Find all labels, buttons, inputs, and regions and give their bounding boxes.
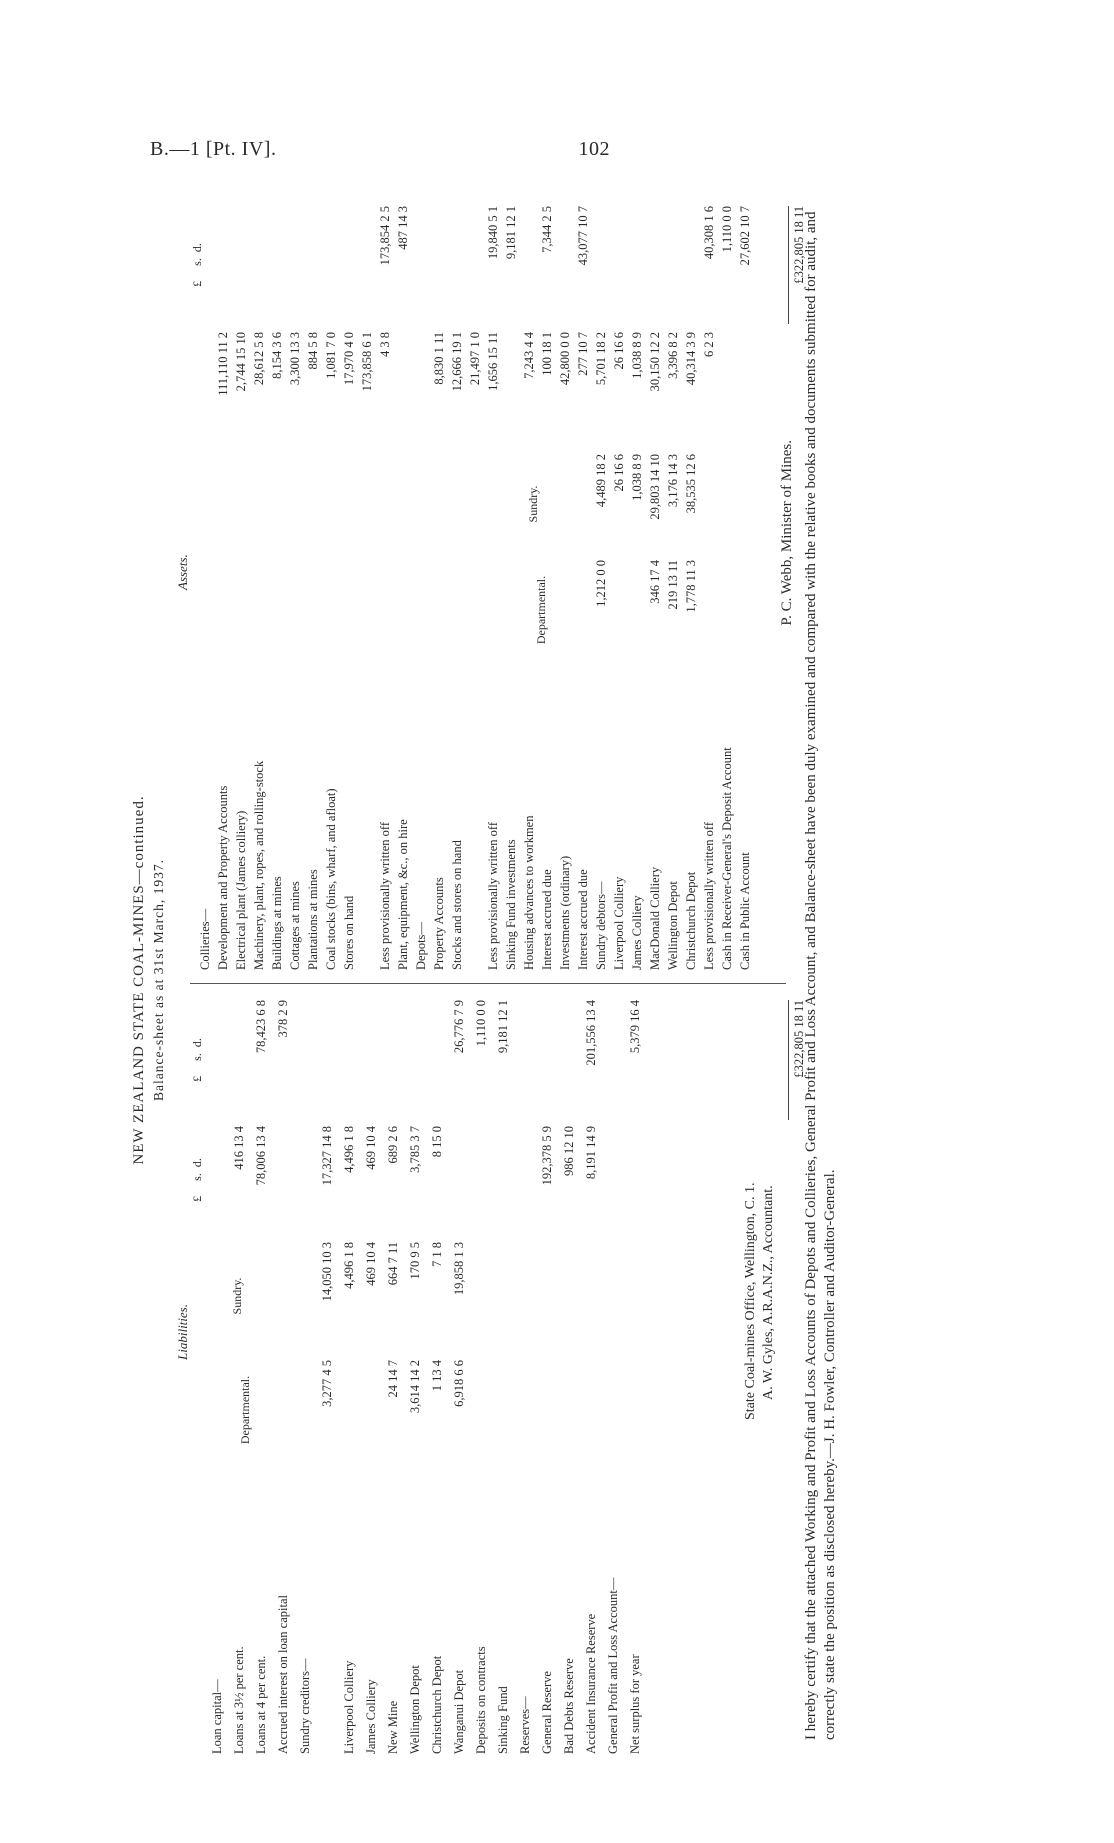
liability-amount-a1: 3,785 3 7	[408, 1126, 422, 1173]
asset-label: Development and Property Accounts	[216, 785, 230, 970]
asset-amount-a2: 43,077 10 7	[576, 206, 590, 266]
total-rule	[788, 206, 789, 324]
liability-amount-a1: 469 10 4	[364, 1126, 378, 1170]
asset-amount-dep: 1,212 0 0	[594, 560, 608, 607]
office-line: State Coal-mines Office, Wellington, C. 1.	[743, 1182, 758, 1420]
asset-label: Cottages at mines	[288, 881, 302, 970]
liability-amount-a2: 378 2 9	[276, 1000, 290, 1038]
asset-amount-a2: 487 14 3	[396, 206, 410, 250]
asset-amount-a2: 1,110 0 0	[720, 206, 734, 253]
liability-label: Wellington Depot	[408, 1665, 422, 1754]
liability-label: Wanganui Depot	[452, 1669, 466, 1754]
asset-label: Buildings at mines	[270, 876, 284, 970]
sundry-label: Sundry.	[230, 1277, 244, 1315]
liability-amount-sun: 469 10 4	[364, 1242, 378, 1286]
asset-amount-a1: 111,110 11 2	[216, 332, 230, 396]
asset-amount-a1: 2,744 15 10	[234, 332, 248, 392]
asset-row	[396, 200, 410, 1760]
asset-amount-a2: 9,181 12 1	[504, 206, 518, 260]
asset-amount-a1: 17,970 4 0	[342, 332, 356, 386]
pounds-label: £	[190, 280, 204, 287]
asset-amount-a1: 4 3 8	[378, 332, 392, 357]
liability-amount-a1: 4,496 1 8	[342, 1126, 356, 1173]
asset-row	[378, 200, 392, 1760]
asset-row	[414, 200, 428, 1760]
departmental-label-assets: Departmental.	[534, 575, 548, 645]
asset-row	[360, 200, 374, 1760]
asset-amount-a1: 1,038 8 9	[630, 332, 644, 379]
liability-amount-dep: 6,918 6 6	[452, 1360, 466, 1407]
liability-label: Accident Insurance Reserve	[584, 1613, 598, 1754]
asset-amount-a1: 28,612 5 8	[252, 332, 266, 386]
asset-amount-a1: 26 16 6	[612, 332, 626, 370]
asset-row	[702, 200, 716, 1760]
liability-label: Liverpool Colliery	[342, 1660, 356, 1754]
liability-label: General Profit and Loss Account—	[606, 1577, 620, 1754]
liability-label: Loans at 4 per cent.	[254, 1655, 268, 1754]
asset-amount-a1: 5,701 18 2	[594, 332, 608, 386]
asset-row	[198, 200, 212, 1760]
asset-row	[666, 200, 680, 1760]
asset-label: Property Accounts	[432, 877, 446, 970]
asset-amount-a1: 40,314 3 9	[684, 332, 698, 386]
asset-amount-a1: 42,800 0 0	[558, 332, 572, 386]
pence-label: d.	[190, 1038, 204, 1048]
liability-amount-sun: 664 7 11	[386, 1242, 400, 1286]
asset-amount-sun: 4,489 18 2	[594, 454, 608, 508]
departmental-label: Departmental.	[238, 1375, 252, 1445]
asset-label: Housing advances to workmen	[522, 815, 536, 970]
liability-amount-sun: 19,858 1 3	[452, 1242, 466, 1296]
liability-amount-a1: 192,378 5 9	[540, 1126, 554, 1186]
asset-amount-a1: 1,081 7 0	[324, 332, 338, 379]
liability-amount-a1: 8,191 14 9	[584, 1126, 598, 1180]
liability-amount-sun: 170 9 5	[408, 1242, 422, 1280]
document-subtitle: Balance-sheet as at 31st March, 1937.	[151, 858, 166, 1102]
asset-amount-sun: 38,535 12 6	[684, 454, 698, 514]
asset-label: Machinery, plant, ropes, and rolling-stock	[252, 760, 266, 970]
liability-amount-dep: 24 14 7	[386, 1360, 400, 1398]
assets-heading: Assets.	[175, 554, 190, 590]
liability-label: Sundry creditors—	[298, 1658, 312, 1754]
liability-amount-a2: 201,556 13 4	[584, 1000, 598, 1066]
asset-amount-a1: 173,858 6 1	[360, 332, 374, 392]
liability-label: New Mine	[386, 1700, 400, 1754]
asset-row	[630, 200, 644, 1760]
asset-label: Wellington Depot	[666, 881, 680, 970]
liability-label: Reserves—	[518, 1696, 532, 1754]
asset-label: Sundry debtors—	[594, 881, 608, 970]
liability-amount-a1: 986 12 10	[562, 1126, 576, 1176]
asset-label: Depots—	[414, 922, 428, 970]
asset-row	[252, 200, 266, 1760]
liability-amount-sun: 7 1 8	[430, 1242, 444, 1267]
asset-amount-a2: 40,308 1 6	[702, 206, 716, 260]
asset-row	[720, 200, 734, 1760]
asset-label: Less provisionally written off	[378, 821, 392, 970]
pence-label: d.	[190, 1158, 204, 1168]
asset-label: Plantations at mines	[306, 869, 320, 970]
asset-amount-a2: 7,344 2 5	[540, 206, 554, 253]
liability-label: Accrued interest on loan capital	[276, 1595, 290, 1754]
asset-amount-a2: 27,602 10 7	[738, 206, 752, 266]
asset-row	[324, 200, 338, 1760]
asset-amount-dep: 1,778 11 3	[684, 560, 698, 613]
liability-amount-a2: 26,776 7 9	[452, 1000, 466, 1054]
liability-label: Deposits on contracts	[474, 1646, 488, 1754]
asset-label: MacDonald Colliery	[648, 866, 662, 970]
pounds-label: £	[190, 1195, 204, 1202]
asset-label: Plant, equipment, &c., on hire	[396, 819, 410, 970]
audit-certificate: I hereby certify that the attached Working and Profit and Loss Accounts of Depots and Collieries, General Profit and Loss Account, and Balance-sheet have been duly examined and compared with the relative books and documents submitted for audit, and correctly state the position as disclosed hereby.—J. H. Fowler, Controller and Auditor-General.	[803, 211, 838, 1740]
shillings-label: s.	[190, 1173, 204, 1181]
liability-label: Sinking Fund	[496, 1686, 510, 1754]
asset-row	[270, 200, 284, 1760]
asset-amount-a1: 12,666 19 1	[450, 332, 464, 392]
asset-label: Electrical plant (James colliery)	[234, 810, 248, 970]
asset-row	[594, 200, 608, 1760]
asset-amount-a1: 6 2 3	[702, 332, 716, 357]
asset-amount-a1: 277 10 7	[576, 332, 590, 376]
asset-row	[432, 200, 446, 1760]
asset-row	[306, 200, 320, 1760]
asset-row	[540, 200, 554, 1760]
asset-amount-dep: 219 13 11	[666, 560, 680, 610]
asset-amount-sun: 3,176 14 3	[666, 454, 680, 508]
liability-amount-a1: 78,006 13 4	[254, 1126, 268, 1186]
asset-row	[738, 200, 752, 1760]
asset-label: Less provisionally written off	[702, 821, 716, 970]
shillings-label: s.	[190, 1053, 204, 1061]
asset-row	[342, 200, 356, 1760]
asset-amount-a1: 30,150 12 2	[648, 332, 662, 392]
asset-label: Interest accrued due	[540, 869, 554, 970]
asset-amount-a2: 173,854 2 5	[378, 206, 392, 266]
liability-amount-a2: 78,423 6 8	[254, 1000, 268, 1054]
liability-amount-a2: 9,181 12 1	[496, 1000, 510, 1054]
asset-amount-a1: 7,243 4 4	[522, 332, 536, 379]
asset-amount-a1: 3,300 13 3	[288, 332, 302, 386]
liability-amount-dep: 3,277 4 5	[320, 1360, 334, 1407]
page-header	[150, 138, 610, 168]
asset-amount-a1: 100 18 1	[540, 332, 554, 376]
liability-label: Bad Debts Reserve	[562, 1658, 576, 1754]
asset-label: Stores on hand	[342, 895, 356, 970]
liability-amount-dep: 3,614 14 2	[408, 1360, 422, 1414]
liability-label: Christchurch Depot	[430, 1655, 444, 1754]
document-title: NEW ZEALAND STATE COAL-MINES—continued.	[131, 795, 147, 1165]
shillings-label: s.	[190, 258, 204, 266]
asset-amount-sun: 29,803 14 10	[648, 454, 662, 520]
liabilities-total: £322,805 18 11	[792, 1000, 806, 1078]
page-number: 102	[578, 138, 610, 160]
asset-amount-a1: 884 5 8	[306, 332, 320, 370]
liability-amount-a1: 416 13 4	[232, 1126, 246, 1170]
asset-row	[558, 200, 572, 1760]
liability-label: Loans at 3½ per cent.	[232, 1646, 246, 1754]
total-rule	[788, 1000, 789, 1120]
assets-total: £322,805 18 11	[792, 206, 806, 284]
document-reference: B.—1 [Pt. IV].	[150, 138, 277, 160]
asset-row	[486, 200, 500, 1760]
asset-amount-a2: 19,840 5 1	[486, 206, 500, 260]
asset-row	[648, 200, 662, 1760]
asset-amount-sun: 26 16 6	[612, 454, 626, 492]
asset-label: Christchurch Depot	[684, 871, 698, 970]
liability-amount-a2: 5,379 16 4	[628, 1000, 642, 1054]
asset-amount-a1: 8,830 1 11	[432, 332, 446, 385]
asset-row	[216, 200, 230, 1760]
asset-row	[288, 200, 302, 1760]
asset-amount-a1: 8,154 3 6	[270, 332, 284, 379]
asset-label: Less provisionally written off	[486, 821, 500, 970]
asset-amount-a1: 21,497 1 0	[468, 332, 482, 386]
liability-amount-dep: 1 13 4	[430, 1360, 444, 1392]
liability-amount-a1: 8 15 0	[430, 1126, 444, 1158]
liability-label: Loan capital—	[210, 1679, 224, 1754]
asset-label: Cash in Receiver-General's Deposit Account	[720, 747, 734, 970]
asset-label: Interest accrued due	[576, 869, 590, 970]
liability-label: General Reserve	[540, 1671, 554, 1754]
liability-amount-sun: 4,496 1 8	[342, 1242, 356, 1289]
minister-signature: P. C. Webb, Minister of Mines.	[779, 440, 795, 626]
asset-row	[522, 200, 536, 1760]
liability-amount-sun: 14,050 10 3	[320, 1242, 334, 1302]
asset-label: Investments (ordinary)	[558, 855, 572, 970]
liability-amount-a2: 1,110 0 0	[474, 1000, 488, 1047]
asset-label: Coal stocks (bins, wharf, and afloat)	[324, 788, 338, 970]
asset-row	[612, 200, 626, 1760]
asset-row	[684, 200, 698, 1760]
accountant-signature: A. W. Gyles, A.R.A.N.Z., Accountant.	[761, 1185, 776, 1400]
asset-row	[468, 200, 482, 1760]
asset-label: Stocks and stores on hand	[450, 840, 464, 970]
pence-label: d.	[190, 243, 204, 253]
asset-label: Liverpool Colliery	[612, 876, 626, 970]
asset-row	[576, 200, 590, 1760]
asset-amount-dep: 346 17 4	[648, 560, 662, 604]
asset-row	[234, 200, 248, 1760]
asset-label: James Colliery	[630, 895, 644, 970]
balance-sheet	[126, 200, 866, 1760]
liabilities-heading: Liabilities.	[175, 1304, 190, 1360]
asset-row	[504, 200, 518, 1760]
asset-label: Cash in Public Account	[738, 852, 752, 970]
liability-amount-a1: 17,327 14 8	[320, 1126, 334, 1186]
asset-row	[450, 200, 464, 1760]
asset-amount-a1: 3,396 8 2	[666, 332, 680, 379]
liability-label: Net surplus for year	[628, 1654, 642, 1754]
asset-label: Collieries—	[198, 908, 212, 970]
liability-amount-a1: 689 2 6	[386, 1126, 400, 1164]
asset-amount-sun: 1,038 8 9	[630, 454, 644, 501]
asset-amount-a1: 1,656 15 11	[486, 332, 500, 391]
sundry-label-assets: Sundry.	[526, 485, 540, 523]
liability-label: James Colliery	[364, 1679, 378, 1754]
asset-label: Sinking Fund investments	[504, 839, 518, 970]
pounds-label: £	[190, 1075, 204, 1082]
